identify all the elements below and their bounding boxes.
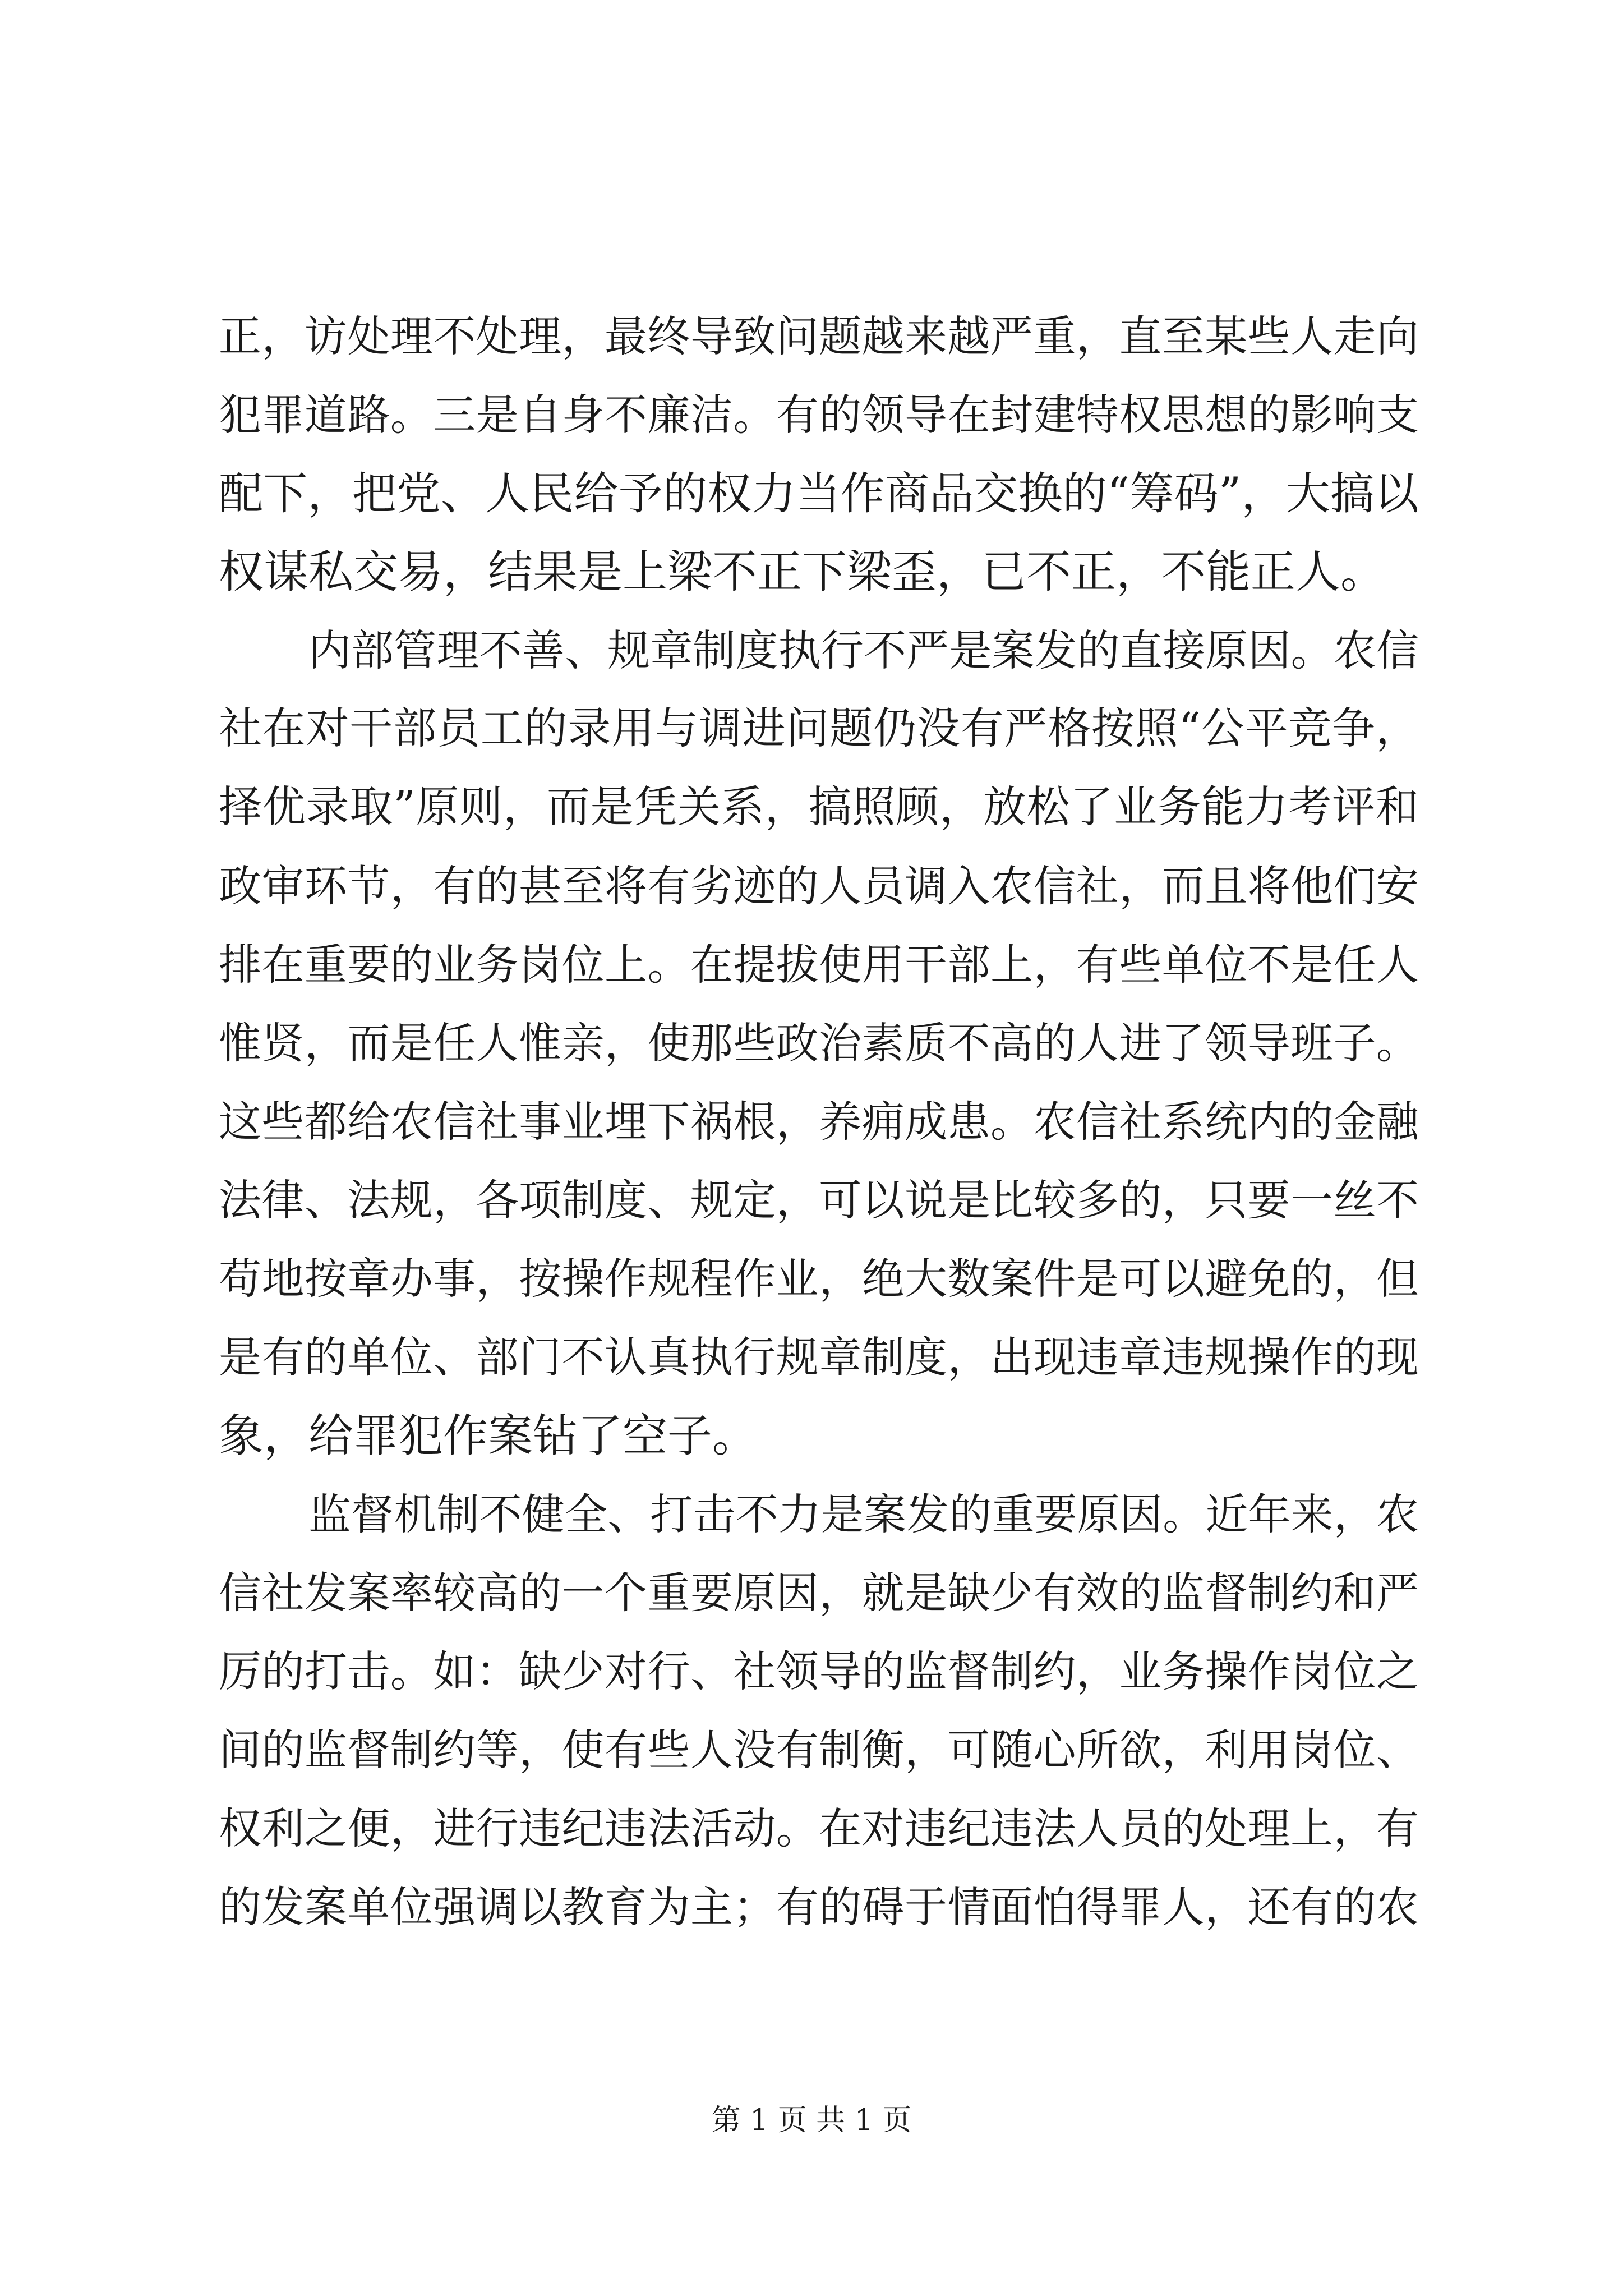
page-number-footer: 第 1 页 共 1 页 (711, 2104, 912, 2137)
text-line: 厉的打击。如：缺少对行、社领导的监督制约，业务操作岗位之 (219, 1646, 1419, 1696)
text-line: 苟地按章办事，按操作规程作业，绝大数案件是可以避免的，但 (219, 1254, 1419, 1304)
text-line: 犯罪道路。三是自身不廉洁。有的领导在封建特权思想的影响支 (219, 390, 1419, 440)
text-line: 惟贤，而是任人惟亲，使那些政治素质不高的人进了领导班子。 (219, 1018, 1419, 1068)
text-line: 正，访处理不处理，最终导致问题越来越严重，直至某些人走向 (219, 311, 1419, 361)
text-line: 择优录取”原则，而是凭关系，搞照顾，放松了业务能力考评和 (219, 783, 1419, 832)
text-line: 社在对干部员工的录用与调进问题仍没有严格按照“公平竞争， (219, 704, 1419, 754)
text-line: 象，给罪犯作案钻了空子。 (219, 1410, 757, 1462)
text-line: 这些都给农信社事业埋下祸根，养痈成患。农信社系统内的金融 (219, 1097, 1419, 1147)
text-line: 政审环节，有的甚至将有劣迹的人员调入农信社，而且将他们安 (219, 861, 1419, 911)
text-line: 权利之便，进行违纪违法活动。在对违纪违法人员的处理上，有 (219, 1803, 1419, 1853)
text-line: 权谋私交易，结果是上梁不正下梁歪，已不正，不能正人。 (219, 546, 1385, 598)
paragraph-first-line: 监督机制不健全、打击不力是案发的重要原因。近年来，农 (308, 1489, 1419, 1539)
text-line: 信社发案率较高的一个重要原因，就是缺少有效的监督制约和严 (219, 1568, 1419, 1618)
text-line: 配下，把党、人民给予的权力当作商品交换的“筹码”，大搞以 (219, 468, 1419, 519)
paragraph-first-line: 内部管理不善、规章制度执行不严是案发的直接原因。农信 (308, 625, 1419, 675)
text-line: 排在重要的业务岗位上。在提拔使用干部上，有些单位不是任人 (219, 940, 1419, 990)
text-line: 的发案单位强调以教育为主；有的碍于情面怕得罪人，还有的农 (219, 1882, 1419, 1932)
text-line: 法律、法规，各项制度、规定，可以说是比较多的，只要一丝不 (219, 1175, 1419, 1225)
text-line: 间的监督制约等，使有些人没有制衡，可随心所欲，利用岗位、 (219, 1725, 1419, 1775)
text-line: 是有的单位、部门不认真执行规章制度，出现违章违规操作的现 (219, 1332, 1419, 1382)
